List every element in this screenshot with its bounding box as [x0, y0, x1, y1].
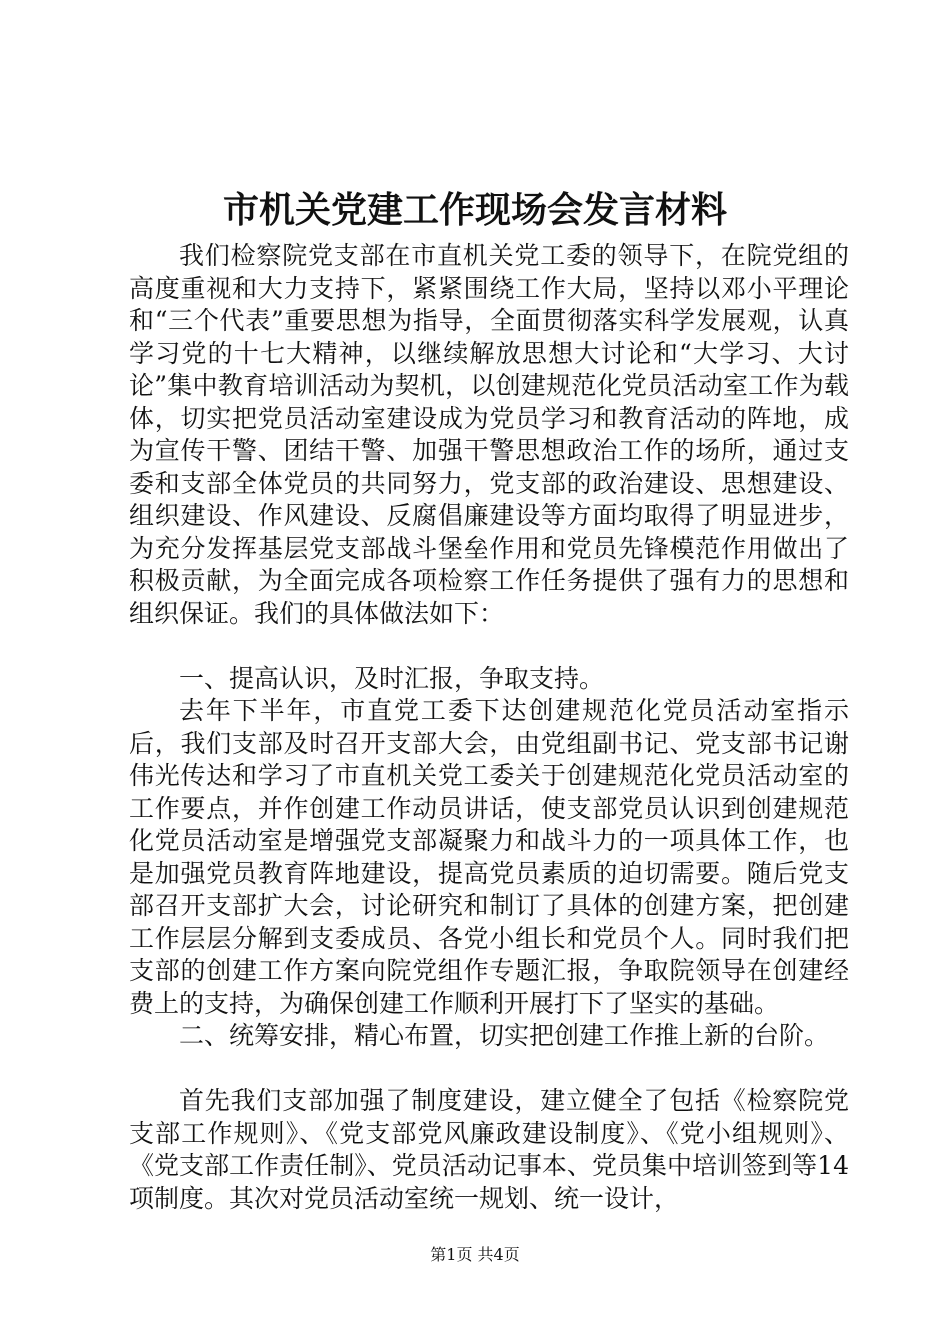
document-body [129, 240, 849, 1215]
paragraph-intro: 我们检察院党支部在市直机关党工委的领导下，在院党组的高度重视和大力支持下，紧紧围绕工作大局，坚持以邓小平理论和“三个代表”重要思想为指导，全面贯彻落实科学发展观，认真学习党的十七大精神，以继续解放思想大讨论和“大学习、大讨论”集中教育培训活动为契机，以创建规范化党员活动室工作为载体，切实把党员活动室建设成为党员学习和教育活动的阵地，成为宣传干警、团结干警、加强干警思想政治工作的场所，通过支委和支部全体党员的共同努力，党支部的政治建设、思想建设、组织建设、作风建设、反腐倡廉建设等方面均取得了明显进步，为充分发挥基层党支部战斗堡垒作用和党员先锋模范作用做出了积极贡献，为全面完成各项检察工作任务提供了强有力的思想和组织保证。我们的具体做法如下： [129, 241, 849, 628]
paragraph-spacer [129, 630, 849, 663]
paragraph-section-2: 首先我们支部加强了制度建设，建立健全了包括《检察院党支部工作规则》、《党支部党风廉政建设制度》、《党小组规则》、《党支部工作责任制》、党员活动记事本、党员集中培训签到等14项制度。其次对党员活动室统一规划、统一设计， [129, 1086, 849, 1213]
document-title: 市机关党建工作现场会发言材料 [222, 189, 727, 231]
section-heading-1: 一、提高认识，及时汇报，争取支持。 [179, 663, 605, 693]
paragraph-spacer [129, 1053, 849, 1086]
paragraph-section-1: 去年下半年，市直党工委下达创建规范化党员活动室指示后，我们支部及时召开支部大会，由党组副书记、党支部书记谢伟光传达和学习了市直机关党工委关于创建规范化党员活动室的工作要点，并作创建工作动员讲话，使支部党员认识到创建规范化党员活动室是增强党支部凝聚力和战斗力的一项具体工作，也是加强党员教育阵地建设，提高党员素质的迫切需要。随后党支部召开支部扩大会，讨论研究和制订了具体的创建方案，把创建工作层层分解到支委成员、各党小组长和党员个人。同时我们把支部的创建工作方案向院党组作专题汇报，争取院领导在创建经费上的支持，为确保创建工作顺利开展打下了坚实的基础。 [129, 696, 849, 1018]
page-number-footer: 第1页 共4页 [430, 1245, 520, 1264]
section-heading-2: 二、统筹安排，精心布置，切实把创建工作推上新的台阶。 [179, 1021, 830, 1050]
